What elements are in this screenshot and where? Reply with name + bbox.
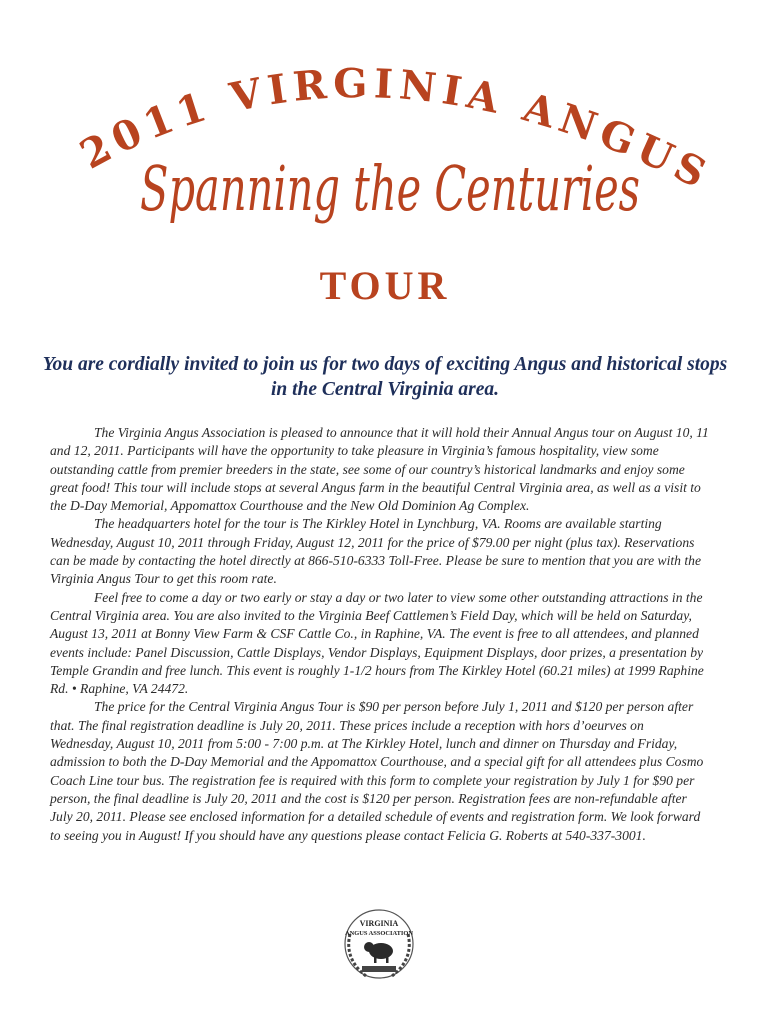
logo-ribbon xyxy=(362,966,396,972)
paragraph-intro: The Virginia Angus Association is pleased to announce that it will hold their Annual Angus tour on August 10, 11 and 12, 2011. Participants will have the opportunity to take pleasure in Virginia’s famous hospitality, view some outstanding cattle from premier breeders in the state, see some of our country’s historical landmarks and enjoy some great food! This tour will include stops at several Angus farm in the beautiful Central Virginia area, as well as a visit to the D-Day Memorial, Appomattox Courthouse and the New Old Dominion Ag Complex. xyxy=(50,425,709,514)
logo-line-2: ANGUS ASSOCIATION xyxy=(345,930,413,937)
virginia-angus-association-logo xyxy=(336,904,422,984)
angus-bull-icon xyxy=(364,942,393,963)
logo-line-1: VIRGINIA xyxy=(359,919,399,928)
year-text: 2011 xyxy=(72,81,218,179)
paragraph-attractions: Feel free to come a day or two early or stay a day or two later to view some other outstanding attractions in the Central Virginia area. You are also invited to the Virginia Beef Cattlemen’s Field Day, which will be held on Saturday, August 13, 2011 at Bonny View Farm & CSF Cattle Co., in Raphine, VA. The event is free to all attendees, and planned events include: Panel Discussion, Cattle Displays, Vendor Displays, Equipment Displays, door prizes, a presentation by Temple Grandin and free lunch. This event is roughly 1-1/2 hours from The Kirkley Hotel (60.21 miles) at 1999 Raphine Rd. • Raphine, VA 24472. xyxy=(50,589,704,697)
org-arc-text: VIRGINIA ANGUS xyxy=(226,60,719,200)
letter-body xyxy=(50,424,710,845)
paragraph-hotel: The headquarters hotel for the tour is The Kirkley Hotel in Lynchburg, VA. Rooms are available starting Wednesday, August 10, 2011 through Friday, August 12, 2011 for the price of $79.00 per night (plus tax). Reservations can be made by contacting the hotel directly at 866-510-6333 Toll-Free. Please be sure to mention that you are with the Virginia Angus Tour to get this room rate. xyxy=(50,516,701,587)
paragraph-pricing: The price for the Central Virginia Angus Tour is $90 per person before July 1, 2011 and $120 per person after that. The final registration deadline is July 20, 2011. These prices include a reception with hors d’oeurves on Wednesday, August 10, 2011 from 5:00 - 7:00 p.m. at The Kirkley Hotel, lunch and dinner on Thursday and Friday, admission to both the D-Day Memorial and the Appomattox Courthouse, and a special gift for all attendees plus Cosmo Coach Line tour bus. The registration fee is required with this form to complete your registration by July 1 for $90 per person, the final deadline is July 20, 2011 and the cost is $120 per person. Registration fees are non-refundable after July 20, 2011. Please see enclosed information for a detailed schedule of events and registration form. We look forward to seeing you in August! If you should have any questions please contact Felicia G. Roberts at 540-337-3001. xyxy=(50,699,704,843)
invitation-heading: You are cordially invited to join us for two days of exciting Angus and historical stops in the Central Virginia area. xyxy=(42,354,728,400)
tour-heading: TOUR xyxy=(319,263,451,308)
script-title: Spanning the Centuries xyxy=(140,152,640,225)
